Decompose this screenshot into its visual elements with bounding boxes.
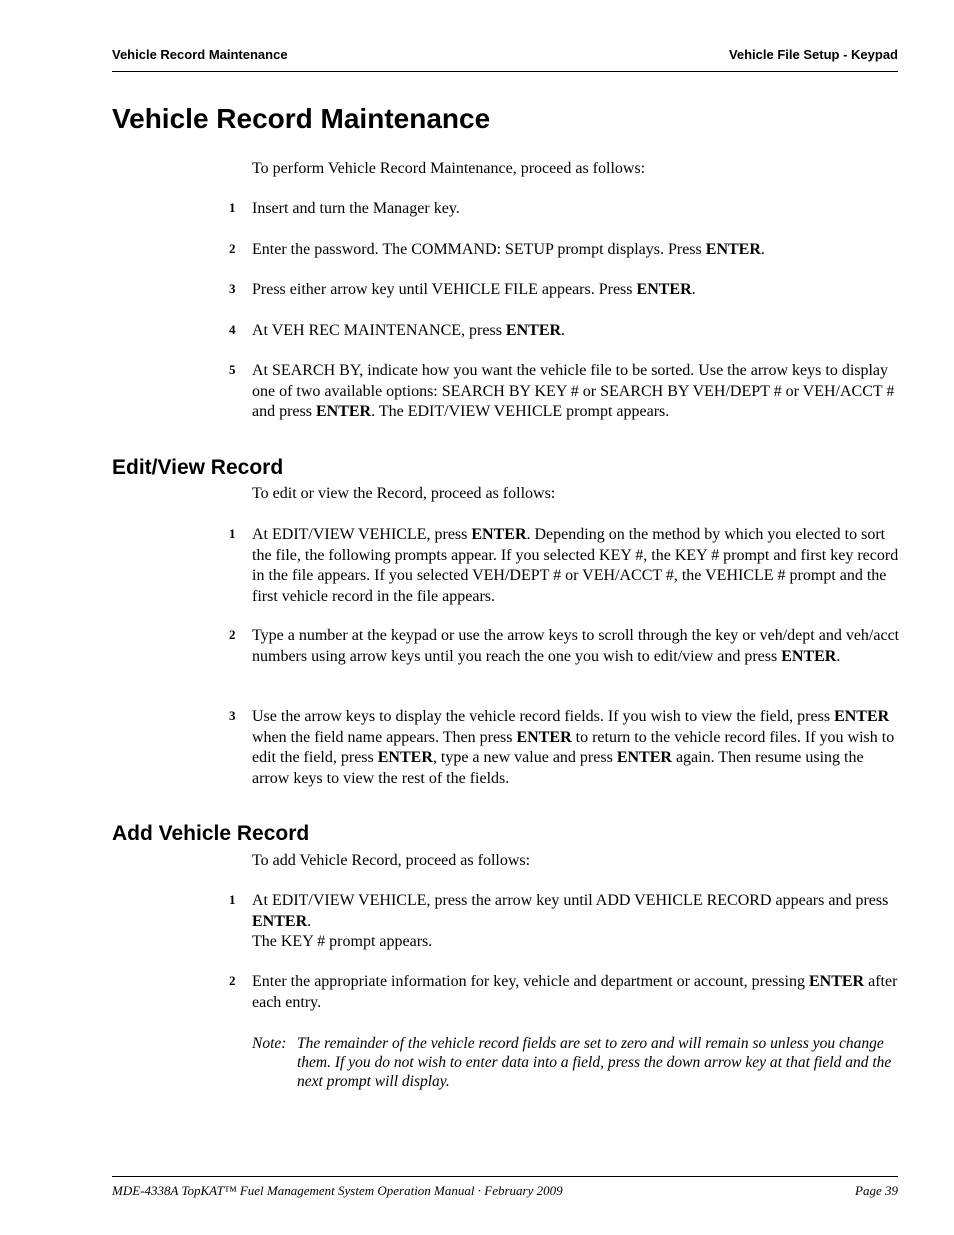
step-text: At VEH REC MAINTENANCE, press ENTER. <box>252 322 566 339</box>
enter-key-term: ENTER <box>471 526 527 543</box>
enter-key-term: ENTER <box>516 728 572 746</box>
step-number: 4 <box>229 322 236 337</box>
add-intro-paragraph: To add Vehicle Record, proceed as follows: <box>252 852 531 869</box>
intro-paragraph: To perform Vehicle Record Maintenance, proceed as follows: <box>252 160 646 177</box>
step-text: Insert and turn the Manager key. <box>252 200 460 217</box>
step-text: At EDIT/VIEW VEHICLE, press the arrow key until ADD VEHICLE RECORD appears and press ENTER. The KEY # prompt appears. <box>252 892 889 950</box>
step-text: Enter the appropriate information for key, vehicle and department or account, pressing ENTER after each entry. <box>252 973 898 1011</box>
note-label: Note: <box>252 1035 287 1052</box>
step-text: Press either arrow key until VEHICLE FILE appears. Press ENTER. <box>252 281 696 298</box>
enter-key-term: ENTER <box>636 281 692 298</box>
note-text: The remainder of the vehicle record fields are set to zero and will remain so unless you change them. If you do not wish to enter data into a field, press the down arrow key at that field and the next prompt will display. <box>297 1035 892 1091</box>
footer-page-number: Page 39 <box>855 1183 898 1198</box>
enter-key-term: ENTER <box>252 912 308 930</box>
step-text: Enter the password. The COMMAND: SETUP prompt displays. Press ENTER. <box>252 241 765 258</box>
step-number: 3 <box>229 281 236 296</box>
step-text: Use the arrow keys to display the vehicle record fields. If you wish to view the field, press ENTER when the field name appears. Then press ENTER to return to the vehicle record files. If you wish to edit the field, press ENTER, type a new value and press ENTER again. Then resume using the arrow keys to view the rest of the fields. <box>252 708 895 787</box>
footer-document-title: MDE-4338A TopKAT™ Fuel Management System Operation Manual · February 2009 <box>112 1183 563 1198</box>
page-title: Vehicle Record Maintenance <box>112 103 491 134</box>
step-number: 1 <box>229 200 236 215</box>
section-heading-add-vehicle: Add Vehicle Record <box>112 822 310 845</box>
step-number: 2 <box>229 627 236 642</box>
enter-key-term: ENTER <box>616 749 672 766</box>
enter-key-term: ENTER <box>505 322 562 339</box>
running-header <box>112 47 898 72</box>
step-text: At SEARCH BY, indicate how you want the vehicle file to be sorted. Use the arrow keys to display one of two available options: SEARCH BY KEY # or SEARCH BY VEH/DEPT # or VEH/ACCT # and press ENTER. The EDIT/VIEW VEHICLE prompt appears. <box>252 362 895 420</box>
step-number: 5 <box>229 362 236 377</box>
step-number: 2 <box>229 241 236 256</box>
enter-key-term: ENTER <box>315 403 372 420</box>
step-number: 1 <box>229 892 236 907</box>
step-number: 2 <box>229 973 236 988</box>
section-heading-edit-view: Edit/View Record <box>112 456 284 479</box>
running-footer <box>112 1176 898 1198</box>
header-section-title: Vehicle Record Maintenance <box>112 47 288 62</box>
header-chapter-title: Vehicle File Setup - Keypad <box>728 47 898 62</box>
step-text: Type a number at the keypad or use the arrow keys to scroll through the key or veh/dept and veh/acct numbers using arrow keys until you reach the one you wish to edit/view and press ENTER. <box>252 627 900 665</box>
step-text: At EDIT/VIEW VEHICLE, press ENTER. Depending on the method by which you elected to sort the file, the following prompts appear. If you selected KEY #, the KEY # prompt and first key record in the file appears. If you selected VEH/DEPT # or VEH/ACCT #, the VEHICLE # prompt and the first vehicle record in the file appears. <box>252 526 899 605</box>
enter-key-term: ENTER <box>705 241 761 258</box>
step-number: 1 <box>229 526 236 541</box>
enter-key-term: ENTER <box>834 708 890 725</box>
enter-key-term: ENTER <box>808 973 865 990</box>
edit-intro-paragraph: To edit or view the Record, proceed as follows: <box>252 485 556 502</box>
enter-key-term: ENTER <box>781 647 837 665</box>
step-number: 3 <box>229 708 236 723</box>
enter-key-term: ENTER <box>377 749 433 766</box>
